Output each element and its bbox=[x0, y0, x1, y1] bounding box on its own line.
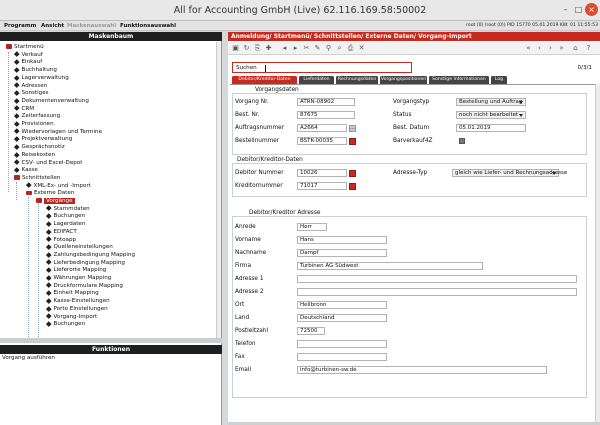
node-icon bbox=[14, 90, 19, 95]
adresse1-field[interactable] bbox=[297, 275, 577, 283]
node-icon bbox=[14, 144, 19, 149]
node-icon bbox=[14, 152, 19, 157]
vorgang-nr-label: Vorgang Nr. bbox=[235, 99, 269, 105]
tree-item[interactable] bbox=[36, 198, 75, 206]
tree-item-label: Buchungen bbox=[53, 321, 86, 328]
bestellnummer-lookup-button[interactable] bbox=[349, 138, 356, 145]
session-status: root (0) (root (0)) PID 15770 05.01.2019 KW: 01 11:55:53 bbox=[466, 23, 598, 28]
node-icon bbox=[46, 298, 51, 303]
tree-scrollbar[interactable] bbox=[216, 42, 221, 338]
tree-item[interactable] bbox=[14, 90, 49, 98]
tree-item[interactable] bbox=[46, 206, 90, 214]
tree-item-label: Vorgänge bbox=[46, 198, 73, 204]
tree-item[interactable] bbox=[14, 136, 72, 144]
tree-item[interactable] bbox=[14, 98, 89, 106]
tree-item[interactable] bbox=[46, 260, 125, 268]
first-record-icon[interactable]: « bbox=[526, 44, 531, 52]
adresse-typ-select[interactable] bbox=[452, 169, 568, 177]
search-input[interactable] bbox=[232, 62, 412, 73]
chevron-down-icon bbox=[519, 101, 523, 104]
tab-sonstige-informationen[interactable]: Sonstige Informationen bbox=[429, 76, 489, 84]
tab-rechnungsdaten[interactable]: Rechnungsdaten bbox=[337, 77, 377, 82]
tree-item-label: Externe Daten bbox=[34, 190, 75, 197]
land-field[interactable]: Deutschland bbox=[297, 314, 387, 322]
tree-item[interactable] bbox=[14, 144, 65, 152]
tree-item[interactable] bbox=[46, 283, 123, 291]
node-icon bbox=[46, 229, 51, 234]
bestellnummer-field[interactable]: BSTK-00035 bbox=[297, 137, 347, 145]
tab-debitor-kreditor[interactable]: Debitor/Kreditor-Daten bbox=[232, 76, 297, 84]
form-scrollbar[interactable] bbox=[595, 84, 600, 424]
tree-guide-line bbox=[16, 182, 17, 200]
tree-item-label: Zahlungsbedingung Mapping bbox=[53, 251, 136, 258]
tree-item[interactable] bbox=[14, 160, 82, 168]
tree-item[interactable] bbox=[14, 152, 55, 160]
bestellnummer-label: Bestellnummer bbox=[235, 138, 280, 144]
firma-field[interactable]: Turbinen AG Südwest bbox=[297, 262, 483, 270]
node-icon bbox=[46, 275, 51, 280]
functions-list bbox=[0, 355, 222, 361]
tree-item[interactable] bbox=[46, 221, 85, 229]
function-item[interactable]: Vorgang ausführen bbox=[2, 355, 55, 361]
node-icon bbox=[46, 321, 51, 326]
tab-vorgangspositionen[interactable]: Vorgangspositionen bbox=[380, 77, 427, 82]
adresse1-label: Adresse 1 bbox=[235, 276, 264, 282]
tree-item[interactable] bbox=[46, 306, 108, 314]
tree-item[interactable] bbox=[46, 314, 97, 322]
help-icon[interactable]: ? bbox=[586, 44, 591, 52]
tree-item[interactable] bbox=[46, 237, 76, 245]
tree-item-label: Gesprächsnotiz bbox=[21, 144, 65, 151]
tree-item-label: Buchungen bbox=[53, 213, 86, 220]
telefon-field[interactable] bbox=[297, 340, 387, 348]
kreditor-nr-field[interactable]: 71017 bbox=[297, 182, 347, 190]
node-icon bbox=[14, 160, 19, 165]
node-icon bbox=[46, 267, 51, 272]
tree-item-label: Einheit Mapping bbox=[53, 290, 99, 297]
node-icon bbox=[46, 290, 51, 295]
tab-log[interactable]: Log bbox=[491, 76, 507, 84]
chevron-down-icon bbox=[519, 114, 523, 117]
nachname-label: Nachname bbox=[235, 250, 267, 256]
node-icon bbox=[14, 83, 19, 88]
tree-item[interactable] bbox=[46, 298, 110, 306]
tree-item[interactable] bbox=[14, 67, 57, 75]
tree-item-label: Buchhaltung bbox=[21, 67, 57, 74]
record-pager: 0/3/1 bbox=[577, 65, 592, 71]
tree-item-label: Verkauf bbox=[21, 51, 43, 58]
node-icon bbox=[14, 121, 19, 126]
node-icon bbox=[14, 52, 19, 57]
refresh-icon[interactable]: ↻ bbox=[243, 44, 250, 52]
next-record-icon[interactable]: › bbox=[549, 44, 552, 52]
prev-record-icon[interactable]: ‹ bbox=[538, 44, 541, 52]
tree-item-label: Provisionen bbox=[21, 121, 54, 127]
tree-item-label: Lagerverwaltung bbox=[21, 74, 69, 81]
node-icon bbox=[14, 113, 19, 118]
best-nr-label: Best. Nr. bbox=[235, 112, 260, 118]
tree-item-label: Lagerdaten bbox=[53, 221, 86, 228]
tree-item-label: Startmenü bbox=[14, 44, 44, 50]
tree-item-label: Reisekosten bbox=[21, 151, 56, 158]
tree-item[interactable] bbox=[46, 290, 99, 298]
menu-funktionsauswahl[interactable]: Funktionsauswahl bbox=[120, 22, 176, 29]
tree-item-label: Kasse-Einstellungen bbox=[53, 298, 110, 305]
adresse-typ-value: gleich wie Liefer- und Rechnungsadresse bbox=[455, 170, 568, 176]
node-icon bbox=[46, 244, 51, 249]
node-icon bbox=[46, 213, 51, 218]
barverkauf-label: Barverkauf4Z bbox=[393, 138, 433, 144]
lookup-button[interactable]: … bbox=[350, 124, 355, 131]
node-icon bbox=[46, 237, 51, 242]
tree-item-label: Stammdaten bbox=[53, 205, 90, 212]
status-select[interactable] bbox=[456, 111, 526, 119]
tree-item[interactable] bbox=[46, 252, 135, 260]
tree-item-label: Dokumentenverwaltung bbox=[21, 97, 89, 104]
tree-item[interactable] bbox=[46, 229, 77, 237]
plz-field[interactable]: 72500 bbox=[297, 327, 325, 335]
barverkauf-checkbox[interactable] bbox=[459, 138, 465, 144]
tree-item[interactable] bbox=[14, 113, 60, 121]
tree-guide-line bbox=[8, 52, 9, 192]
tree-item-label: Wiedervorlagen und Termine bbox=[21, 128, 103, 135]
fax-label: Fax bbox=[235, 354, 245, 360]
node-icon bbox=[14, 167, 19, 172]
tree-item[interactable] bbox=[46, 267, 106, 275]
node-icon bbox=[26, 183, 31, 188]
tree-item-label: EDIFACT bbox=[53, 228, 77, 235]
status-value: noch nicht bearbeitet bbox=[459, 112, 519, 118]
ort-field[interactable]: Heilbronn bbox=[297, 301, 387, 309]
tab-lieferdaten[interactable]: Lieferdaten bbox=[299, 76, 334, 84]
adresse-typ-label: Adresse-Typ bbox=[393, 170, 428, 176]
tree-item[interactable] bbox=[46, 213, 85, 221]
node-icon bbox=[14, 129, 19, 134]
breadcrumb: Anmeldung/ Startmenü/ Schnittstellen/ Externe Daten/ Vorgang-Import bbox=[228, 32, 600, 41]
vorgangstyp-value: Bestellung und Auftrag bbox=[459, 99, 523, 105]
search-label: Suchen bbox=[236, 65, 257, 71]
tree-item[interactable] bbox=[14, 129, 102, 137]
status-label: Status bbox=[393, 112, 412, 118]
group-title: Vorgangsdaten bbox=[255, 87, 299, 93]
tree-item-label: Porto Einstellungen bbox=[53, 305, 108, 312]
node-icon bbox=[46, 283, 51, 288]
mask-tree-title: Maskenbaum bbox=[0, 32, 222, 41]
tree-item-label: Projektverwaltung bbox=[21, 136, 73, 143]
delete-icon[interactable]: ✕ bbox=[358, 44, 365, 52]
main-pane bbox=[228, 32, 600, 425]
left-pane bbox=[0, 32, 222, 425]
search-icon[interactable]: ⌕ bbox=[337, 44, 342, 52]
folder-icon bbox=[6, 44, 12, 49]
tree-item[interactable] bbox=[14, 52, 43, 60]
tree-guide-line bbox=[28, 197, 29, 337]
tree-item-label: Schnittstellen bbox=[22, 174, 61, 181]
debitor-nr-field[interactable]: 10026 bbox=[297, 169, 347, 177]
window-title: All for Accounting GmbH (Live) 62.116.169.58:50002 bbox=[173, 5, 427, 16]
node-icon bbox=[14, 59, 19, 64]
search-caret bbox=[265, 65, 266, 72]
auftragsnummer-label: Auftragsnummer bbox=[235, 125, 285, 131]
adresse2-label: Adresse 2 bbox=[235, 289, 264, 295]
kreditor-nr-label: Kreditornummer bbox=[235, 183, 283, 189]
tree-guide-line bbox=[38, 204, 39, 338]
lock-icon[interactable]: ⌂ bbox=[573, 44, 578, 52]
email-field[interactable]: info@turbinen-sw.de bbox=[297, 366, 547, 374]
menu-programm[interactable]: Programm bbox=[4, 22, 37, 29]
tree-item-label: Lieferbedingung Mapping bbox=[53, 259, 125, 266]
tree-item-label: Adressen bbox=[21, 82, 48, 89]
folder-icon bbox=[26, 191, 32, 196]
close-icon[interactable]: × bbox=[585, 3, 598, 16]
tree-item-label: Kasse bbox=[21, 167, 38, 174]
vorname-label: Vorname bbox=[235, 237, 261, 243]
tree-item-label: Währungen Mapping bbox=[53, 275, 112, 281]
group-title: Debitor/Kreditor-Daten bbox=[237, 157, 303, 163]
debitor-lookup-button[interactable] bbox=[349, 170, 356, 177]
attach-icon[interactable]: ⚲ bbox=[325, 44, 332, 52]
node-icon bbox=[46, 260, 51, 265]
print-icon[interactable]: ⎙ bbox=[347, 44, 354, 52]
tree-item[interactable] bbox=[46, 275, 111, 283]
save-icon[interactable]: ▣ bbox=[232, 44, 239, 52]
adresse2-field[interactable] bbox=[297, 288, 577, 296]
node-icon bbox=[46, 252, 51, 257]
toolbar bbox=[228, 42, 600, 55]
anrede-label: Anrede bbox=[235, 224, 256, 230]
tree-item[interactable] bbox=[46, 244, 113, 252]
cut-icon[interactable]: ✂ bbox=[303, 44, 310, 52]
node-icon bbox=[14, 75, 19, 80]
auftragsnummer-field[interactable]: A2664 bbox=[297, 124, 347, 132]
vorgangstyp-select[interactable] bbox=[456, 98, 526, 106]
edit-icon[interactable]: ✎ bbox=[314, 44, 321, 52]
vorname-field[interactable]: Hans bbox=[297, 236, 387, 244]
vorgang-nr-field[interactable]: ATRN-08902 bbox=[297, 98, 355, 106]
best-nr-field[interactable]: 87675 bbox=[297, 111, 355, 119]
tree-item-label: Einkauf bbox=[21, 59, 43, 66]
tree-item-label: Lieferorte Mapping bbox=[53, 267, 107, 274]
folder-icon bbox=[14, 175, 20, 180]
anrede-field[interactable]: Herr bbox=[297, 223, 327, 231]
tree-item[interactable] bbox=[14, 59, 42, 67]
menu-bar bbox=[0, 21, 600, 31]
tree-item-label: Vorgang-Import bbox=[53, 313, 98, 320]
copy-icon[interactable]: ⎘ bbox=[254, 44, 261, 52]
kreditor-lookup-button[interactable] bbox=[349, 183, 356, 190]
menu-ansicht[interactable]: Ansicht bbox=[41, 22, 65, 29]
tree-item-label: CSV- und Excel-Depot bbox=[21, 159, 83, 166]
node-icon bbox=[46, 314, 51, 319]
tree-item[interactable] bbox=[14, 106, 34, 114]
pane-splitter[interactable] bbox=[0, 338, 222, 343]
maximize-icon[interactable]: □ bbox=[574, 5, 583, 14]
node-icon bbox=[14, 106, 19, 111]
tree-item[interactable] bbox=[6, 44, 44, 52]
vorgangstyp-label: Vorgangstyp bbox=[393, 99, 430, 105]
tree-item[interactable] bbox=[26, 183, 91, 191]
tree-item-label: Fotoapp bbox=[53, 236, 77, 243]
best-datum-label: Best. Datum bbox=[393, 125, 430, 131]
node-icon bbox=[14, 136, 19, 141]
tree-item[interactable] bbox=[14, 83, 47, 91]
last-record-icon[interactable]: » bbox=[559, 44, 564, 52]
nav-prev-icon[interactable]: ◂ bbox=[282, 44, 287, 52]
plz-label: Postleitzahl bbox=[235, 328, 269, 334]
tree-item[interactable] bbox=[26, 190, 74, 198]
debitor-nr-label: Debitor Nummer bbox=[235, 170, 284, 176]
mask-tree bbox=[0, 42, 218, 338]
tree-item[interactable] bbox=[46, 321, 85, 329]
group-title: Debitor/Kreditor Adresse bbox=[249, 210, 321, 216]
node-icon bbox=[14, 98, 19, 103]
add-icon[interactable]: ✚ bbox=[265, 44, 272, 52]
tree-item-label: CRM bbox=[21, 105, 35, 112]
tree-item[interactable] bbox=[14, 121, 54, 129]
tree-item-label: Sonstiges bbox=[21, 90, 49, 97]
nav-next-icon[interactable]: ▸ bbox=[293, 44, 298, 52]
land-label: Land bbox=[235, 315, 250, 321]
firma-label: Firma bbox=[235, 263, 252, 269]
chevron-down-icon bbox=[552, 172, 556, 175]
tree-item-label: Druckformulare Mapping bbox=[53, 282, 123, 289]
minimize-icon[interactable]: – bbox=[563, 5, 568, 14]
tree-item-label: Quelleneinstellungen bbox=[53, 244, 113, 251]
node-icon bbox=[46, 306, 51, 311]
tree-item-label: XML-Ex- und -Import bbox=[33, 182, 91, 189]
tree-item[interactable] bbox=[14, 75, 69, 83]
menu-maskenauswahl[interactable]: Maskenauswahl bbox=[67, 22, 117, 29]
window-titlebar bbox=[0, 0, 600, 21]
tree-item-label: Zeiterfassung bbox=[21, 113, 61, 120]
node-icon bbox=[14, 67, 19, 72]
nachname-field[interactable]: Dampf bbox=[297, 249, 387, 257]
email-label: Email bbox=[235, 367, 252, 373]
node-icon bbox=[46, 206, 51, 211]
functions-title: Funktionen bbox=[0, 345, 222, 354]
tree-item[interactable] bbox=[14, 175, 60, 183]
folder-icon bbox=[36, 198, 42, 203]
best-datum-field[interactable]: 05.01.2019 bbox=[456, 124, 526, 132]
node-icon bbox=[46, 221, 51, 226]
ort-label: Ort bbox=[235, 302, 245, 308]
fax-field[interactable] bbox=[297, 353, 387, 361]
tree-item[interactable] bbox=[14, 167, 38, 175]
form-content bbox=[230, 84, 596, 424]
telefon-label: Telefon bbox=[235, 341, 256, 347]
